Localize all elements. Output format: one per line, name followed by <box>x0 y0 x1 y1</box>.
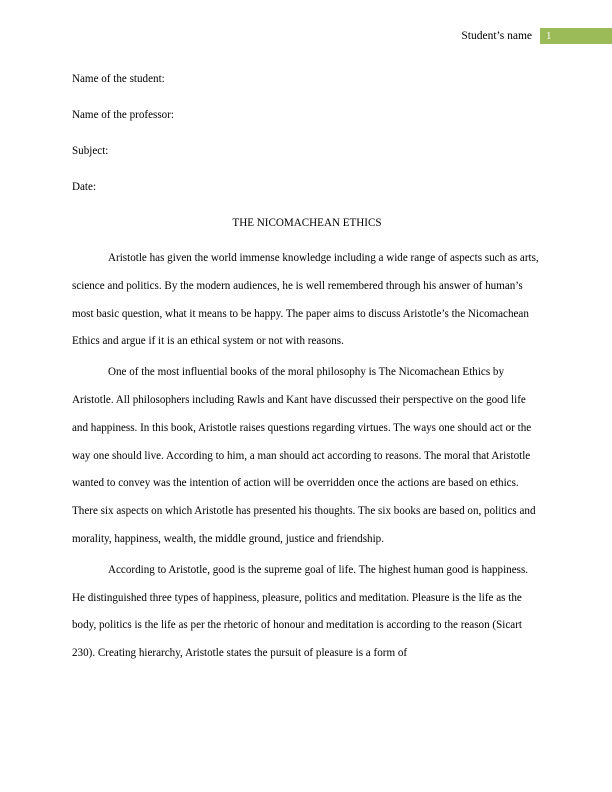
running-head: Student’s name <box>461 30 532 42</box>
student-name-field: Name of the student: <box>72 73 165 85</box>
paragraph-2: One of the most influential books of the moral philosophy is The Nicomachean Ethics by Aristotle. All philosophers including Rawls and Kant have discussed their perspective on the good life and happiness. In this book, Aristotle raises questions regarding virtues. The ways one should act or the way one should live. According to him, a man should act according to reasons. The moral that Aristotle wanted to convey was the intention of action will be overridden once the actions are based on ethics. There six aspects on which Aristotle has presented his thoughts. The six books are based on, politics and morality, happiness, wealth, the middle ground, justice and friendship. <box>72 366 536 545</box>
paragraph-1: Aristotle has given the world immense knowledge including a wide range of aspects such as arts, science and politics. By the modern audiences, he is well remembered through his answer of human’s most basic question, what it means to be happy. The paper aims to discuss Aristotle’s the Nicomachean Ethics and argue if it is an ethical system or not with reasons. <box>72 252 539 348</box>
paragraph-3: According to Aristotle, good is the supreme goal of life. The highest human good is happiness. He distinguished three types of happiness, pleasure, politics and meditation. Pleasure is the life as the body, politics is the life as per the rhetoric of honour and meditation is according to the reason (Sicart 230). Creating hierarchy, Aristotle states the pursuit of pleasure is a form of <box>72 563 529 660</box>
document-body <box>72 70 542 676</box>
professor-name-field: Name of the professor: <box>72 109 174 121</box>
date-field: Date: <box>72 181 97 193</box>
document-title: THE NICOMACHEAN ETHICS <box>232 217 382 229</box>
page-number-badge: 1 <box>540 28 612 44</box>
page-header <box>461 28 612 44</box>
subject-field: Subject: <box>72 145 109 157</box>
